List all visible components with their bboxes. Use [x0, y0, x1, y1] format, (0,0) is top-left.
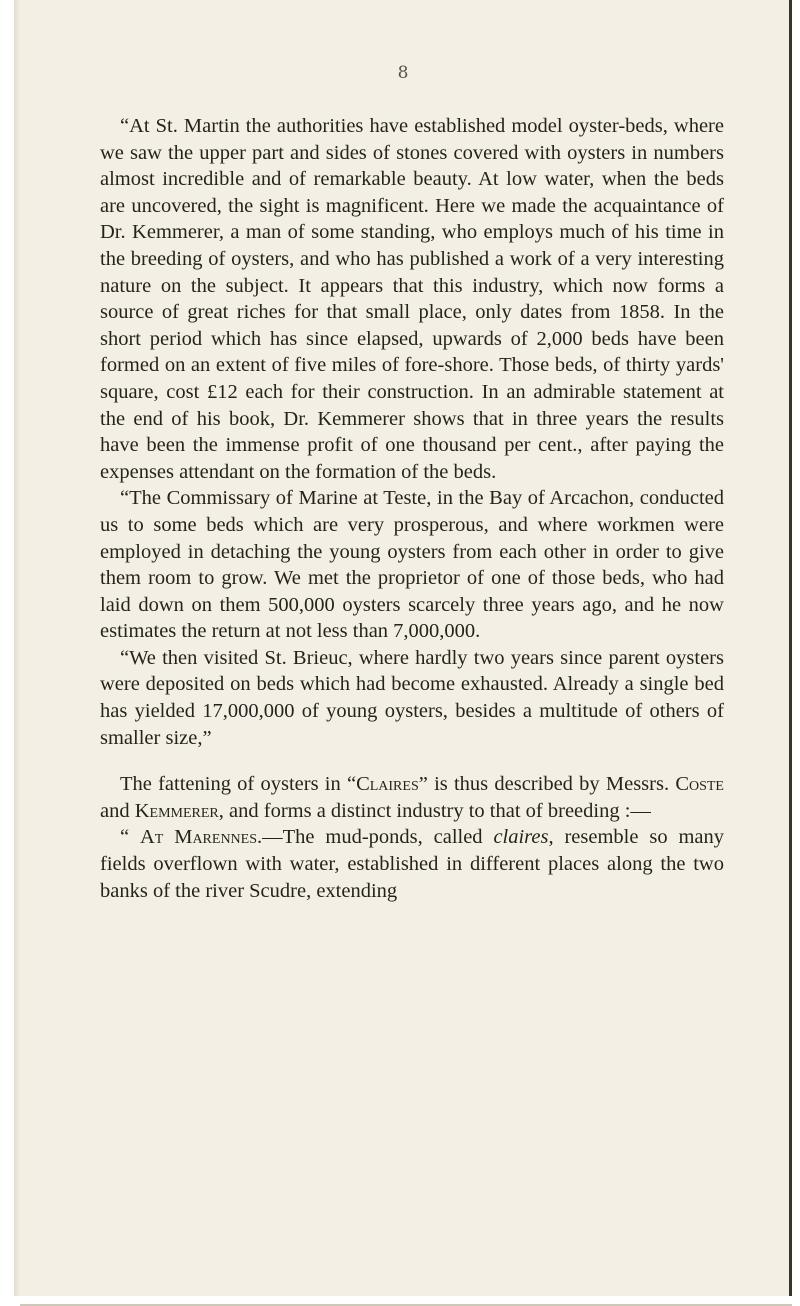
fattening-text-d: , and forms a distinct industry to that of breeding :— [218, 799, 651, 822]
claires-term: Claires [356, 773, 419, 796]
paragraph-fattening [100, 771, 724, 824]
page-number: 8 [397, 63, 409, 83]
paragraph-st-martin: “At St. Martin the authorities have established model oyster-beds, where we saw the upper part and sides of stones covered with oysters in numbers almost incredible and of remarkable beauty. At low water, when the beds are uncovered, the sight is magnificent. Here we made the acquaintance of Dr. Kemmerer, a man of some standing, who employs much of his time in the breeding of oysters, and who has published a work of a very interesting nature on the subject. It appears that this industry, which now forms a source of great riches for that small place, only dates from 1858. In the short period which has since elapsed, upwards of 2,000 beds have been formed on an extent of five miles of fore-shore. Those beds, of thirty yards' square, cost £12 each for their construction. In an admirable statement at the end of his book, Dr. Kemmerer shows that in three years the results have been the immense profit of one thousand per cent., after paying the expenses attendant on the formation of the beds. [100, 115, 724, 483]
paragraph-st-brieuc: “We then visited St. Brieuc, where hardly two years since parent oysters were deposited on beds which had become exhausted. Already a single bed has yielded 17,000,000 of young oysters, besides a multitude of others of smaller size,” [100, 646, 724, 749]
marennes-text-a: “ [120, 826, 140, 849]
book-page [14, 0, 792, 1296]
marennes-text-b: —The mud-ponds, called [262, 826, 494, 849]
marennes-heading: At Marennes. [139, 826, 263, 849]
fattening-text-a: The fattening of oysters in “ [120, 773, 357, 796]
fattening-text-c: and [100, 799, 135, 822]
author-kemmerer: Kemmerer [134, 799, 219, 822]
author-coste: Coste [675, 773, 724, 796]
body-text [100, 113, 724, 904]
claires-italic: claires [493, 826, 549, 849]
paragraph-arcachon: “The Commissary of Marine at Teste, in the Bay of Arcachon, conducted us to some beds which are very prosperous, and where workmen were employed in detaching the young oysters from each other in order to give them room to grow. We met the proprietor of one of those beds, who had laid down on them 500,000 oysters scarcely three years ago, and he now estimates the return at not less than 7,000,000. [100, 487, 724, 643]
paragraph-marennes [100, 824, 724, 904]
fattening-text-b: ” is thus described by Messrs. [418, 773, 676, 796]
marennes-text-c: , resemble so many fields overflown with water, established in different places along the two banks of the river Scudre, extending [100, 826, 724, 902]
